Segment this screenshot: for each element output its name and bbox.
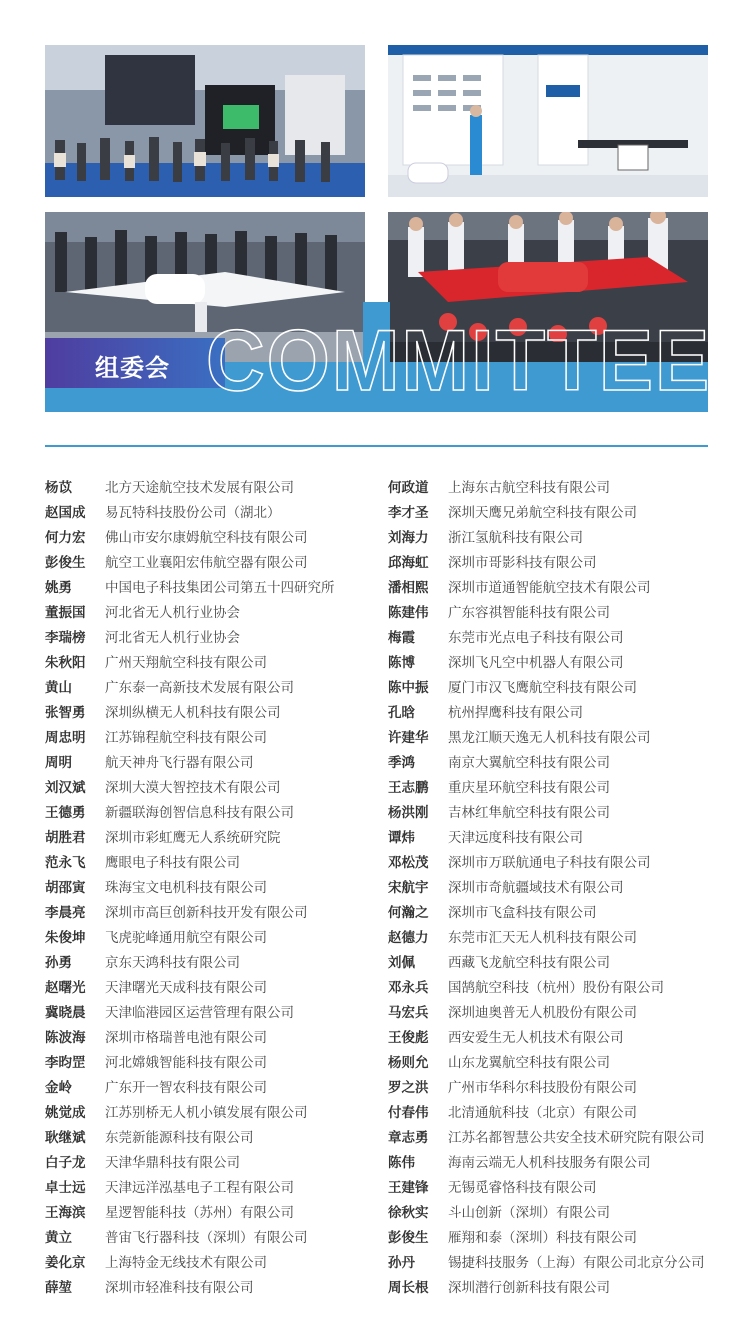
member-name: 陈伟: [388, 1155, 415, 1171]
member-row: [45, 826, 335, 851]
member-name: 马宏兵: [388, 1005, 429, 1021]
member-row: [45, 1101, 335, 1126]
member-name: 周忠明: [45, 730, 86, 746]
member-company: 杭州捍鹰科技有限公司: [448, 705, 583, 721]
member-row: [45, 901, 335, 926]
exhibition-photo-hall: [45, 45, 365, 197]
member-row: [388, 551, 705, 576]
member-company: 深圳飞凡空中机器人有限公司: [448, 655, 624, 671]
member-company: 珠海宝文电机科技有限公司: [105, 880, 267, 896]
member-company: 上海东古航空科技有限公司: [448, 480, 610, 496]
member-name: 孙勇: [45, 955, 72, 971]
member-name: 李昀罡: [45, 1055, 86, 1071]
member-name: 朱秋阳: [45, 655, 86, 671]
member-name: 李瑞榜: [45, 630, 86, 646]
member-name: 卓士远: [45, 1180, 86, 1196]
member-name: 何瀚之: [388, 905, 429, 921]
member-row: [45, 1201, 335, 1226]
member-company: 上海特金无线技术有限公司: [105, 1255, 267, 1271]
member-company: 厦门市汉飞鹰航空科技有限公司: [448, 680, 637, 696]
member-name: 刘汉斌: [45, 780, 86, 796]
member-name: 陈波海: [45, 1030, 86, 1046]
member-company: 江苏别桥无人机小镇发展有限公司: [105, 1105, 308, 1121]
member-name: 季鸿: [388, 755, 415, 771]
member-row: [45, 526, 335, 551]
member-row: [45, 1251, 335, 1276]
member-company: 佛山市安尔康姆航空科技有限公司: [105, 530, 308, 546]
member-row: [45, 951, 335, 976]
member-company: 天津远度科技有限公司: [448, 830, 583, 846]
member-row: [45, 876, 335, 901]
member-row: [388, 1101, 705, 1126]
member-company: 易瓦特科技股份公司（湖北）: [105, 505, 281, 521]
member-row: [388, 976, 705, 1001]
member-row: [45, 676, 335, 701]
member-row: [45, 551, 335, 576]
member-company: 广州天翔航空科技有限公司: [105, 655, 267, 671]
member-name: 董振国: [45, 605, 86, 621]
member-row: [45, 1276, 335, 1301]
member-row: [388, 751, 705, 776]
member-row: [45, 626, 335, 651]
member-company: 河北省无人机行业协会: [105, 630, 240, 646]
member-company: 重庆星环航空科技有限公司: [448, 780, 610, 796]
member-name: 梅霞: [388, 630, 415, 646]
member-name: 赵曙光: [45, 980, 86, 996]
member-company: 深圳迪奥普无人机股份有限公司: [448, 1005, 637, 1021]
member-company: 河北省无人机行业协会: [105, 605, 240, 621]
exhibition-photo-booth: [388, 45, 708, 197]
member-company: 天津华鼎科技有限公司: [105, 1155, 240, 1171]
member-row: [388, 526, 705, 551]
member-row: [45, 476, 335, 501]
member-name: 刘佩: [388, 955, 415, 971]
member-row: [45, 726, 335, 751]
member-name: 邓永兵: [388, 980, 429, 996]
member-company: 深圳市格瑞普电池有限公司: [105, 1030, 267, 1046]
member-company: 深圳市哥影科技有限公司: [448, 555, 597, 571]
member-name: 胡邵寅: [45, 880, 86, 896]
member-name: 章志勇: [388, 1130, 429, 1146]
member-row: [45, 1076, 335, 1101]
member-row: [388, 1251, 705, 1276]
member-name: 范永飞: [45, 855, 86, 871]
member-company: 深圳市高巨创新科技开发有限公司: [105, 905, 308, 921]
member-name: 徐秋实: [388, 1205, 429, 1221]
member-name: 刘海力: [388, 530, 429, 546]
member-company: 深圳市万联航通电子科技有限公司: [448, 855, 651, 871]
member-company: 星逻智能科技（苏州）有限公司: [105, 1205, 294, 1221]
member-name: 冀晓晨: [45, 1005, 86, 1021]
member-name: 潘相熙: [388, 580, 429, 596]
member-row: [45, 776, 335, 801]
member-row: [45, 701, 335, 726]
member-name: 白子龙: [45, 1155, 86, 1171]
member-name: 姚勇: [45, 580, 72, 596]
member-name: 王俊彪: [388, 1030, 429, 1046]
member-row: [45, 1001, 335, 1026]
member-company: 东莞市汇天无人机科技有限公司: [448, 930, 637, 946]
member-name: 邱海虹: [388, 555, 429, 571]
member-row: [388, 1176, 705, 1201]
member-row: [388, 576, 705, 601]
member-name: 陈博: [388, 655, 415, 671]
member-row: [388, 851, 705, 876]
committee-title: 组委会: [95, 354, 170, 382]
member-row: [45, 751, 335, 776]
committee-word-text: COMMITTEE: [206, 318, 711, 398]
member-row: [388, 701, 705, 726]
member-company: 东莞新能源科技有限公司: [105, 1130, 254, 1146]
member-row: [45, 976, 335, 1001]
member-company: 航天神舟飞行器有限公司: [105, 755, 254, 771]
member-row: [388, 1151, 705, 1176]
member-row: [388, 476, 705, 501]
member-company: 西安爱生无人机技术有限公司: [448, 1030, 624, 1046]
member-company: 国鹄航空科技（杭州）股份有限公司: [448, 980, 664, 996]
member-row: [388, 901, 705, 926]
member-name: 周长根: [388, 1280, 429, 1296]
member-company: 广东泰一高新技术发展有限公司: [105, 680, 294, 696]
member-name: 黄立: [45, 1230, 72, 1246]
member-company: 江苏名都智慧公共安全技术研究院有限公司: [448, 1130, 705, 1146]
member-name: 宋航宇: [388, 880, 429, 896]
member-name: 何政道: [388, 480, 429, 496]
member-name: 付春伟: [388, 1105, 429, 1121]
member-row: [45, 1151, 335, 1176]
member-company: 东莞市光点电子科技有限公司: [448, 630, 624, 646]
member-row: [45, 1176, 335, 1201]
member-row: [45, 926, 335, 951]
member-company: 深圳市奇航疆域技术有限公司: [448, 880, 624, 896]
member-name: 邓松茂: [388, 855, 429, 871]
member-row: [388, 501, 705, 526]
member-company: 黑龙江顺天逸无人机科技有限公司: [448, 730, 651, 746]
member-row: [388, 826, 705, 851]
member-row: [388, 1276, 705, 1301]
member-name: 彭俊生: [388, 1230, 429, 1246]
member-company: 山东龙翼航空科技有限公司: [448, 1055, 610, 1071]
member-company: 无锡觅睿恪科技有限公司: [448, 1180, 597, 1196]
member-company: 雁翔和泰（深圳）科技有限公司: [448, 1230, 637, 1246]
member-company: 飞虎驼峰通用航空有限公司: [105, 930, 267, 946]
member-company: 天津曙光天成科技有限公司: [105, 980, 267, 996]
member-name: 彭俊生: [45, 555, 86, 571]
member-company: 深圳大漠大智控技术有限公司: [105, 780, 281, 796]
member-row: [388, 1026, 705, 1051]
member-company: 天津远洋泓基电子工程有限公司: [105, 1180, 294, 1196]
member-name: 薛堃: [45, 1280, 72, 1296]
member-name: 谭炜: [388, 830, 415, 846]
member-row: [45, 1026, 335, 1051]
member-name: 李晨亮: [45, 905, 86, 921]
member-name: 姜化京: [45, 1255, 86, 1271]
member-company: 天津临港园区运营管理有限公司: [105, 1005, 294, 1021]
member-row: [388, 1076, 705, 1101]
member-row: [388, 1126, 705, 1151]
member-name: 朱俊坤: [45, 930, 86, 946]
member-name: 姚觉成: [45, 1105, 86, 1121]
member-row: [388, 1001, 705, 1026]
member-row: [45, 601, 335, 626]
members-column-left: [45, 476, 335, 1301]
member-name: 张智勇: [45, 705, 86, 721]
member-name: 杨则允: [388, 1055, 429, 1071]
member-company: 深圳市道通智能航空技术有限公司: [448, 580, 651, 596]
member-company: 广州市华科尔科技股份有限公司: [448, 1080, 637, 1096]
member-company: 浙江氢航科技有限公司: [448, 530, 583, 546]
member-name: 杨苡: [45, 480, 72, 496]
member-company: 深圳纵横无人机科技有限公司: [105, 705, 281, 721]
member-name: 许建华: [388, 730, 429, 746]
member-company: 西藏飞龙航空科技有限公司: [448, 955, 610, 971]
member-name: 何力宏: [45, 530, 86, 546]
member-name: 王海滨: [45, 1205, 86, 1221]
member-name: 杨洪刚: [388, 805, 429, 821]
member-row: [45, 851, 335, 876]
member-company: 深圳市彩虹鹰无人系统研究院: [105, 830, 281, 846]
section-divider: [45, 445, 708, 447]
member-company: 海南云端无人机科技服务有限公司: [448, 1155, 651, 1171]
member-company: 中国电子科技集团公司第五十四研究所: [105, 580, 335, 596]
member-row: [45, 1226, 335, 1251]
member-company: 普宙飞行器科技（深圳）有限公司: [105, 1230, 308, 1246]
member-company: 新疆联海创智信息科技有限公司: [105, 805, 294, 821]
member-row: [388, 1051, 705, 1076]
members-column-right: [388, 476, 705, 1301]
member-company: 斗山创新（深圳）有限公司: [448, 1205, 610, 1221]
member-row: [388, 651, 705, 676]
member-name: 李才圣: [388, 505, 429, 521]
member-row: [388, 1201, 705, 1226]
member-company: 京东天鸿科技有限公司: [105, 955, 240, 971]
member-name: 金岭: [45, 1080, 72, 1096]
member-name: 耿继斌: [45, 1130, 86, 1146]
member-name: 孔晗: [388, 705, 415, 721]
member-company: 鹰眼电子科技有限公司: [105, 855, 240, 871]
member-name: 胡胜君: [45, 830, 86, 846]
committee-outline-word: [206, 318, 716, 398]
member-row: [45, 576, 335, 601]
member-row: [45, 1051, 335, 1076]
member-name: 赵德力: [388, 930, 429, 946]
member-row: [388, 1226, 705, 1251]
member-row: [388, 726, 705, 751]
member-company: 航空工业襄阳宏伟航空器有限公司: [105, 555, 308, 571]
member-row: [45, 501, 335, 526]
member-row: [45, 801, 335, 826]
member-row: [388, 776, 705, 801]
member-name: 陈中振: [388, 680, 429, 696]
member-row: [388, 601, 705, 626]
member-company: 深圳潜行创新科技有限公司: [448, 1280, 610, 1296]
member-company: 广东开一智农科技有限公司: [105, 1080, 267, 1096]
member-name: 王建锋: [388, 1180, 429, 1196]
member-row: [388, 926, 705, 951]
member-name: 周明: [45, 755, 72, 771]
member-company: 锡捷科技服务（上海）有限公司北京分公司: [448, 1255, 705, 1271]
member-row: [388, 801, 705, 826]
member-name: 罗之洪: [388, 1080, 429, 1096]
member-company: 深圳天鹰兄弟航空科技有限公司: [448, 505, 637, 521]
member-company: 北方天途航空技术发展有限公司: [105, 480, 294, 496]
member-name: 陈建伟: [388, 605, 429, 621]
member-name: 王志鹏: [388, 780, 429, 796]
member-row: [45, 1126, 335, 1151]
member-company: 河北嫦娥智能科技有限公司: [105, 1055, 267, 1071]
member-company: 北清通航科技（北京）有限公司: [448, 1105, 637, 1121]
member-row: [388, 876, 705, 901]
member-name: 黄山: [45, 680, 72, 696]
member-name: 赵国成: [45, 505, 86, 521]
member-company: 广东容祺智能科技有限公司: [448, 605, 610, 621]
member-row: [388, 951, 705, 976]
member-company: 吉林红隼航空科技有限公司: [448, 805, 610, 821]
member-name: 王德勇: [45, 805, 86, 821]
member-row: [388, 676, 705, 701]
member-row: [45, 651, 335, 676]
member-company: 深圳市飞盒科技有限公司: [448, 905, 597, 921]
member-company: 深圳市轻准科技有限公司: [105, 1280, 254, 1296]
member-company: 江苏锦程航空科技有限公司: [105, 730, 267, 746]
member-company: 南京大翼航空科技有限公司: [448, 755, 610, 771]
member-row: [388, 626, 705, 651]
member-name: 孙丹: [388, 1255, 415, 1271]
